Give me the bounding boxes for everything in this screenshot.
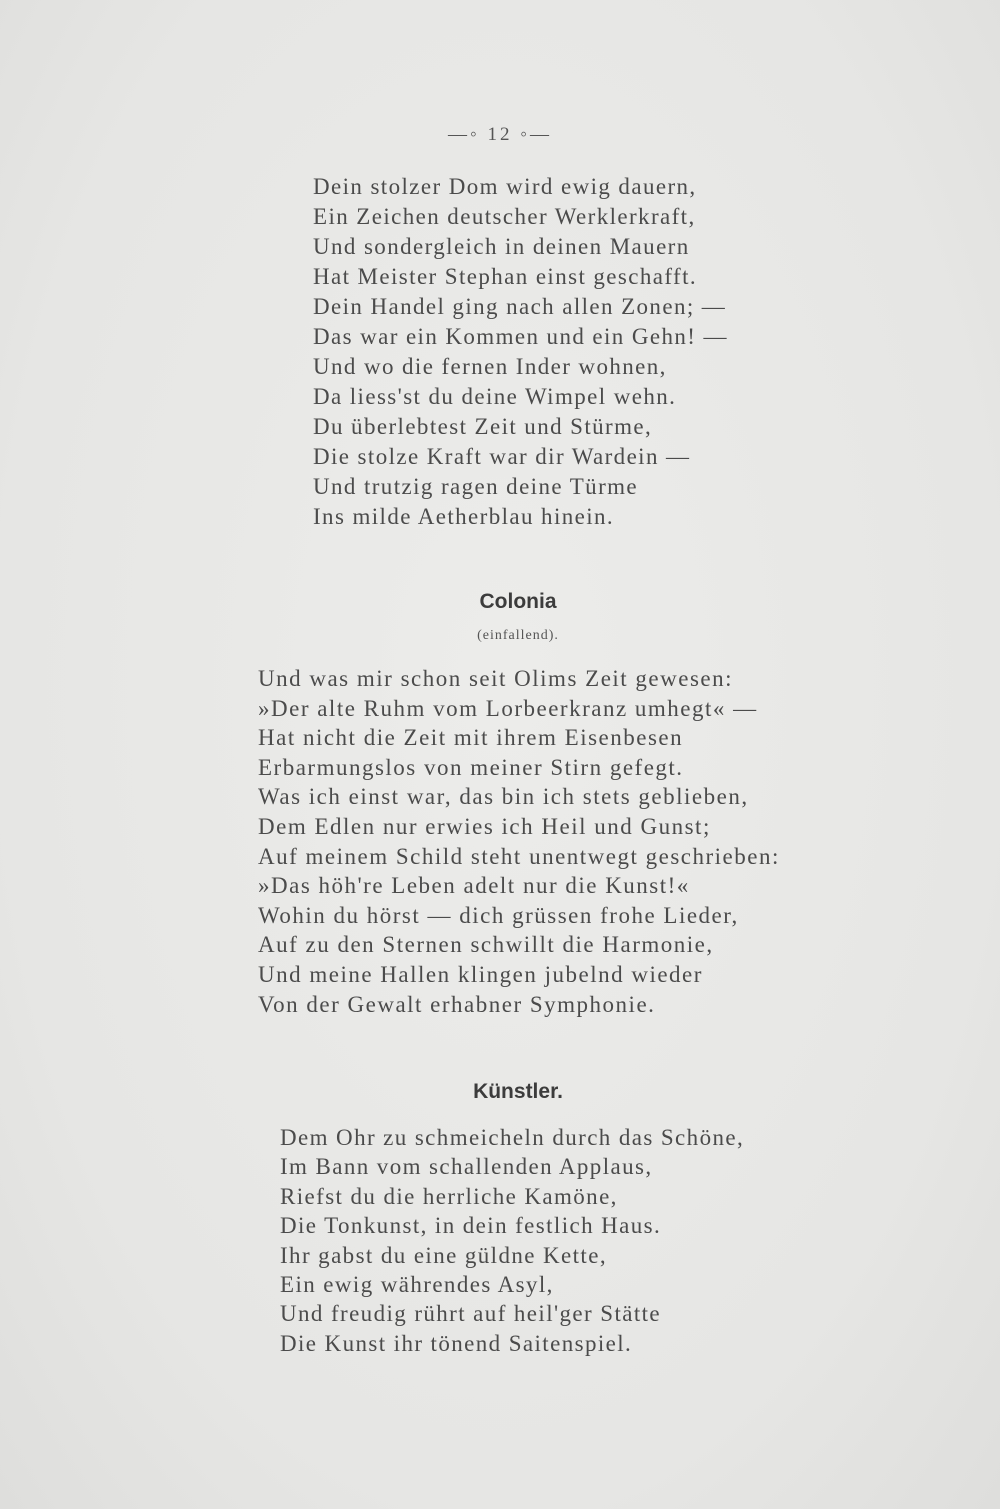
poem-line: Ein ewig währendes Asyl, <box>280 1272 554 1298</box>
section-subheading-einfallend: (einfallend). <box>477 628 559 643</box>
poem-line: Hat Meister Stephan einst geschafft. <box>313 264 698 289</box>
poem-line: Im Bann vom schallenden Applaus, <box>280 1154 653 1180</box>
section-heading-kuenstler: Künstler. <box>473 1080 563 1103</box>
poem-line: Von der Gewalt erhabner Symphonie. <box>258 991 656 1017</box>
poem-line: »Der alte Ruhm vom Lorbeerkranz umhegt« — <box>258 695 758 721</box>
poem-line: Hat nicht die Zeit mit ihrem Eisenbesen <box>258 725 684 751</box>
poem-line: Dein stolzer Dom wird ewig dauern, <box>313 174 697 199</box>
poem-stanza-dom <box>313 172 728 532</box>
poem-line: Auf meinem Schild steht unentwegt geschrieben: <box>258 843 780 869</box>
poem-line: Und freudig rührt auf heil'ger Stätte <box>280 1301 662 1327</box>
poem-line: Ein Zeichen deutscher Werklerkraft, <box>313 204 696 229</box>
poem-stanza-colonia <box>258 664 780 1019</box>
poem-line: Und wo die fernen Inder wohnen, <box>313 354 667 379</box>
poem-line: Die stolze Kraft war dir Wardein — <box>313 444 691 469</box>
section-heading-colonia: Colonia <box>479 590 557 613</box>
poem-line: Was ich einst war, das bin ich stets geblieben, <box>258 784 749 810</box>
poem-line: Die Kunst ihr tönend Saitenspiel. <box>280 1330 633 1356</box>
poem-line: Und was mir schon seit Olims Zeit gewesen: <box>258 666 734 691</box>
poem-line: Das war ein Kommen und ein Gehn! — <box>313 324 728 349</box>
poem-line: Ihr gabst du eine güldne Kette, <box>280 1242 607 1268</box>
poem-line: Und meine Hallen klingen jubelnd wieder <box>258 961 703 987</box>
poem-line: Und trutzig ragen deine Türme <box>313 474 639 499</box>
poem-line: Auf zu den Sternen schwillt die Harmonie, <box>258 932 714 958</box>
poem-line: Du überlebtest Zeit und Stürme, <box>313 414 653 439</box>
poem-line: »Das höh're Leben adelt nur die Kunst!« <box>258 873 690 899</box>
page-number: —◦ 12 ◦— <box>448 124 552 145</box>
poem-line: Erbarmungslos von meiner Stirn gefegt. <box>258 754 684 780</box>
poem-line: Die Tonkunst, in dein festlich Haus. <box>280 1213 662 1239</box>
poem-line: Und sondergleich in deinen Mauern <box>313 234 690 259</box>
poem-line: Ins milde Aetherblau hinein. <box>313 504 615 529</box>
poem-line: Dem Edlen nur erwies ich Heil und Gunst; <box>258 813 711 839</box>
poem-line: Riefst du die herrliche Kamöne, <box>280 1183 618 1209</box>
poem-stanza-kuenstler <box>280 1123 744 1358</box>
poem-line: Wohin du hörst — dich grüssen frohe Lieder, <box>258 902 739 928</box>
poem-line: Dein Handel ging nach allen Zonen; — <box>313 294 727 319</box>
poem-line: Dem Ohr zu schmeicheln durch das Schöne, <box>280 1125 745 1150</box>
poem-line: Da liess'st du deine Wimpel wehn. <box>313 384 677 409</box>
